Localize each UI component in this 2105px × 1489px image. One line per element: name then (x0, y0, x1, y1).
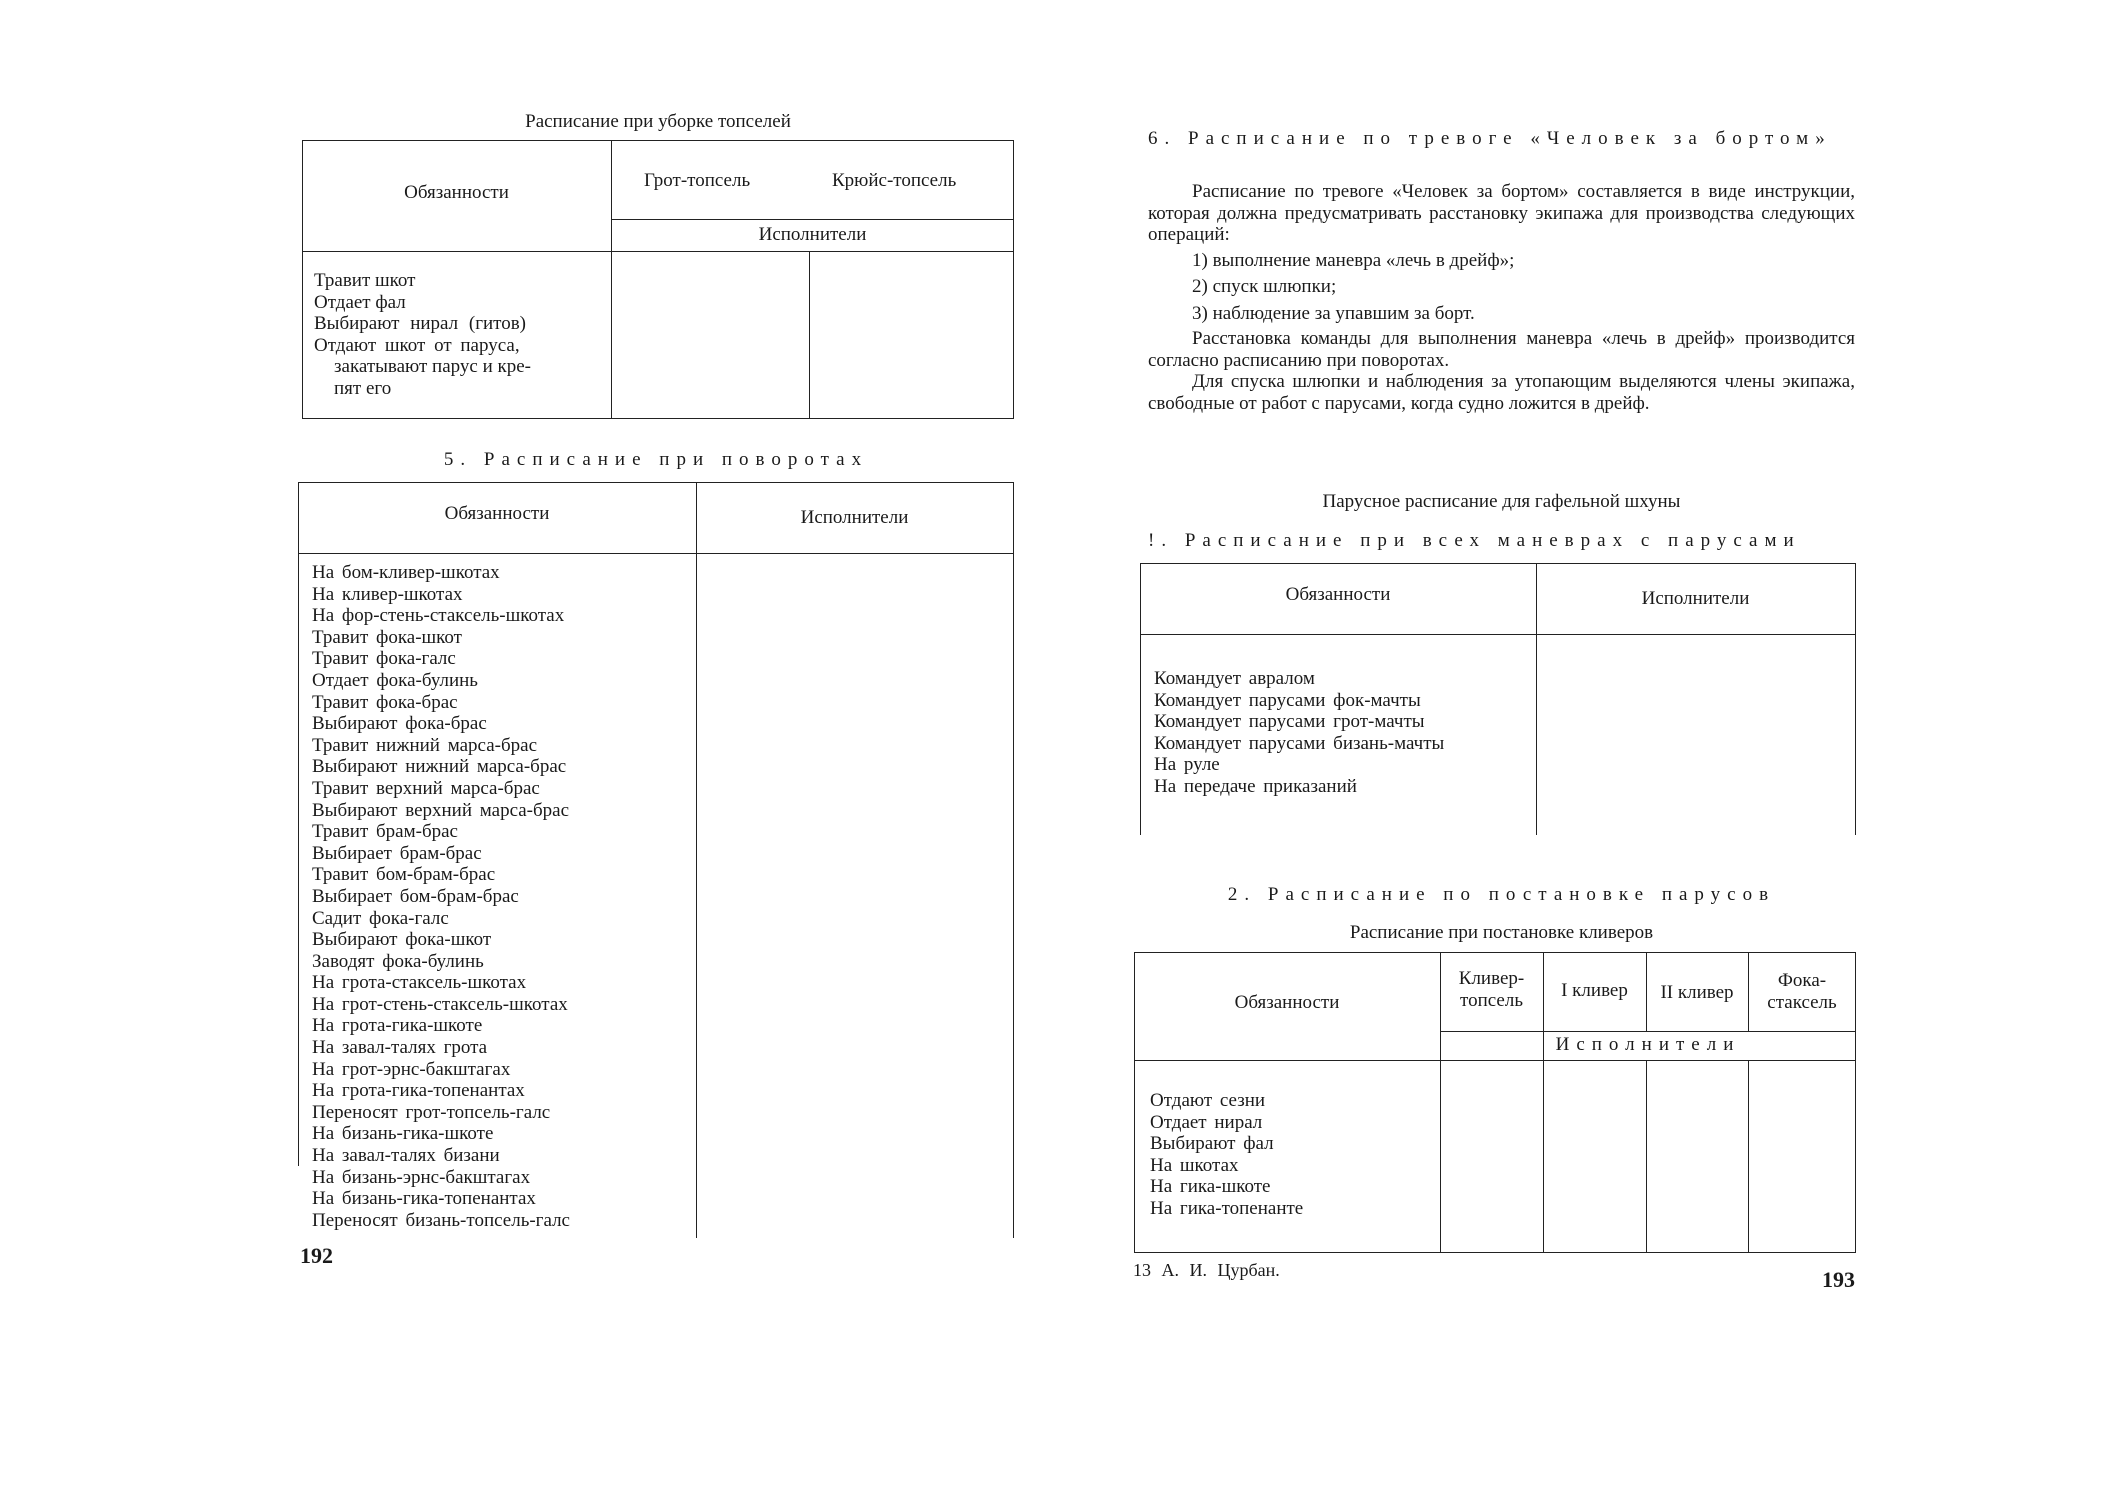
table-row: Травит фока-галс (312, 648, 456, 670)
kliver-col-foka-line: Фока- (1777, 970, 1827, 991)
table-row: На грот-эрнс-бакштагах (312, 1058, 511, 1080)
section6-text (1148, 181, 1855, 414)
kliver-col-kliver-topsel-line: Кливер- (1458, 968, 1525, 989)
table-row: Выбирает бом-брам-брас (312, 885, 519, 907)
table-row: На передаче приказаний (1154, 775, 1357, 797)
table-row: закатывают парус и кре- (334, 356, 531, 378)
section5-col-performers: Исполнители (800, 507, 909, 528)
footnote: 13 А. И. Цурбан. (1133, 1260, 1280, 1280)
kliver-table-divider (1646, 1060, 1647, 1253)
section2-caption: Расписание при постановке кливеров (1349, 922, 1654, 943)
topsel-col-performers: Исполнители (758, 224, 867, 245)
page-number-right: 193 (1822, 1267, 1855, 1292)
table-row: Выбирают фока-шкот (312, 929, 492, 951)
topsel-rows (314, 270, 594, 400)
section1-table-right (1855, 563, 1856, 835)
table-row: На завал-талях бизани (312, 1145, 500, 1167)
table-row: Отдает фока-булинь (312, 669, 478, 691)
table-row: На руле (1154, 754, 1220, 776)
section6-intro: Расписание по тревоге «Человек за бортом» составляется в виде инструкции, которая должна предусматривать расстановку экипажа для производства следующих операций: (1148, 181, 1855, 245)
table-row: На гика-топенанте (1150, 1197, 1304, 1219)
section5-table-divider (696, 482, 697, 1238)
table-row: Садит фока-галс (312, 907, 449, 929)
table-row: Травит нижний марса-брас (312, 734, 538, 756)
table-row: Командует парусами бизань-мачты (1154, 732, 1445, 754)
section1-table-top (1140, 563, 1856, 564)
table-row: Отдает нирал (1150, 1111, 1263, 1133)
table-row: На бом-кливер-шкотах (312, 562, 500, 583)
kliver-col-kliver-topsel-line: топсель (1460, 990, 1523, 1011)
kliver-col-kliver2: II кливер (1660, 982, 1734, 1003)
section5-rows (312, 562, 692, 1231)
section6-item: 3) наблюдение за упавшим за борт. (1192, 302, 1475, 324)
section1-heading: !. Расписание при всех маневрах с парусами (1148, 530, 1801, 551)
table-row: На шкотах (1150, 1154, 1239, 1176)
section6-para2: Расстановка команды для выполнения маневра «лечь в дрейф» производится согласно расписанию при поворотах. (1148, 328, 1855, 371)
table-row: На бизань-гика-топенантах (312, 1188, 536, 1210)
table-row: На грота-гика-шкоте (312, 1015, 483, 1037)
table-row: Травит шкот (314, 270, 416, 291)
kliver-col-foka-line: стаксель (1767, 992, 1837, 1013)
topsel-table-divider (611, 140, 612, 419)
kliver-col-kliver1: I кливер (1561, 980, 1628, 1001)
section1-col-performers: Исполнители (1641, 588, 1750, 609)
table-row: Командует авралом (1154, 668, 1315, 689)
table-row: Отдают сезни (1150, 1090, 1266, 1111)
table-row: Командует парусами грот-мачты (1154, 711, 1425, 733)
topsel-table-caption: Расписание при уборке топселей (525, 111, 791, 132)
topsel-col-duties: Обязанности (404, 182, 509, 203)
table-row: На грот-стень-стаксель-шкотах (312, 993, 568, 1015)
table-row: На гика-шкоте (1150, 1176, 1271, 1198)
section6-para3: Для спуска шлюпки и наблюдения за утопающим выделяются члены экипажа, свободные от работ с парусами, когда судно ложится в дрейф. (1148, 371, 1855, 414)
section6-item: 1) выполнение маневра «лечь в дрейф»; (1192, 249, 1515, 271)
section5-col-duties: Обязанности (444, 503, 550, 524)
section5-table-left (298, 482, 299, 1166)
topsel-table-divider (809, 252, 810, 419)
section5-heading: 5. Расписание при поворотах (443, 449, 869, 470)
kliver-col-kliver-topsel (1440, 968, 1543, 1012)
table-row: Выбирают фока-брас (312, 713, 487, 735)
table-row: пят его (334, 377, 392, 399)
section1-col-duties: Обязанности (1285, 584, 1391, 605)
table-row: На фор-стень-стаксель-шкотах (312, 605, 565, 627)
table-row: Отдают шкот от паруса, (314, 334, 520, 356)
kliver-col-duties: Обязанности (1234, 992, 1340, 1013)
section5-table-right (1013, 482, 1014, 1238)
table-row: Травит брам-брас (312, 821, 458, 843)
section5-table-top (298, 482, 1014, 483)
kliver-rows (1150, 1090, 1436, 1220)
table-row: Выбирают нижний марса-брас (312, 756, 567, 778)
table-row: Выбирают фал (1150, 1133, 1274, 1155)
kliver-table-divider (1440, 1031, 1856, 1032)
table-row: Травит бом-брам-брас (312, 864, 496, 886)
table-row: Травит фока-брас (312, 691, 458, 713)
table-row: Заводят фока-булинь (312, 950, 484, 972)
table-row: Травит верхний марса-брас (312, 777, 540, 799)
topsel-col-kruys: Крюйс-топсель (832, 170, 957, 191)
table-row: Отдает фал (314, 291, 406, 313)
table-row: Переносят грот-топсель-галс (312, 1101, 551, 1123)
table-row: На грота-стаксель-шкотах (312, 972, 527, 994)
section6-item: 2) спуск шлюпки; (1192, 276, 1337, 297)
table-row: На кливер-шкотах (312, 583, 463, 605)
section1-table-header-line (1140, 634, 1856, 635)
table-row: Выбирает брам-брас (312, 842, 482, 864)
table-row: Травит фока-шкот (312, 626, 462, 648)
kliver-table-divider (1748, 1060, 1749, 1253)
table-row: На бизань-гика-шкоте (312, 1123, 494, 1145)
section2-heading: 2. Расписание по постановке парусов (1227, 884, 1776, 905)
table-row: Командует парусами фок-мачты (1154, 689, 1421, 711)
kliver-col-performers: Исполнители (1555, 1034, 1741, 1055)
schooner-title: Парусное расписание для гафельной шхуны (1322, 491, 1681, 512)
section6-heading: 6. Расписание по тревоге «Человек за бортом» (1148, 128, 1832, 149)
kliver-col-foka (1748, 970, 1856, 1014)
table-row: Выбирают верхний марса-брас (312, 799, 570, 821)
table-row: На завал-талях грота (312, 1037, 488, 1059)
table-row: На грота-гика-топенантах (312, 1080, 525, 1102)
section1-rows (1154, 668, 1532, 798)
topsel-table-divider (302, 251, 1014, 252)
kliver-table-divider (1134, 1060, 1856, 1061)
page-number-left: 192 (300, 1243, 333, 1268)
table-row: Переносят бизань-топсель-галс (312, 1209, 570, 1231)
topsel-col-grot: Грот-топсель (644, 170, 751, 191)
section5-table-header-line (298, 553, 1014, 554)
topsel-table-divider (611, 219, 1014, 220)
table-row: На бизань-эрнс-бакштагах (312, 1166, 531, 1188)
table-row: Выбирают нирал (гитов) (314, 313, 527, 335)
